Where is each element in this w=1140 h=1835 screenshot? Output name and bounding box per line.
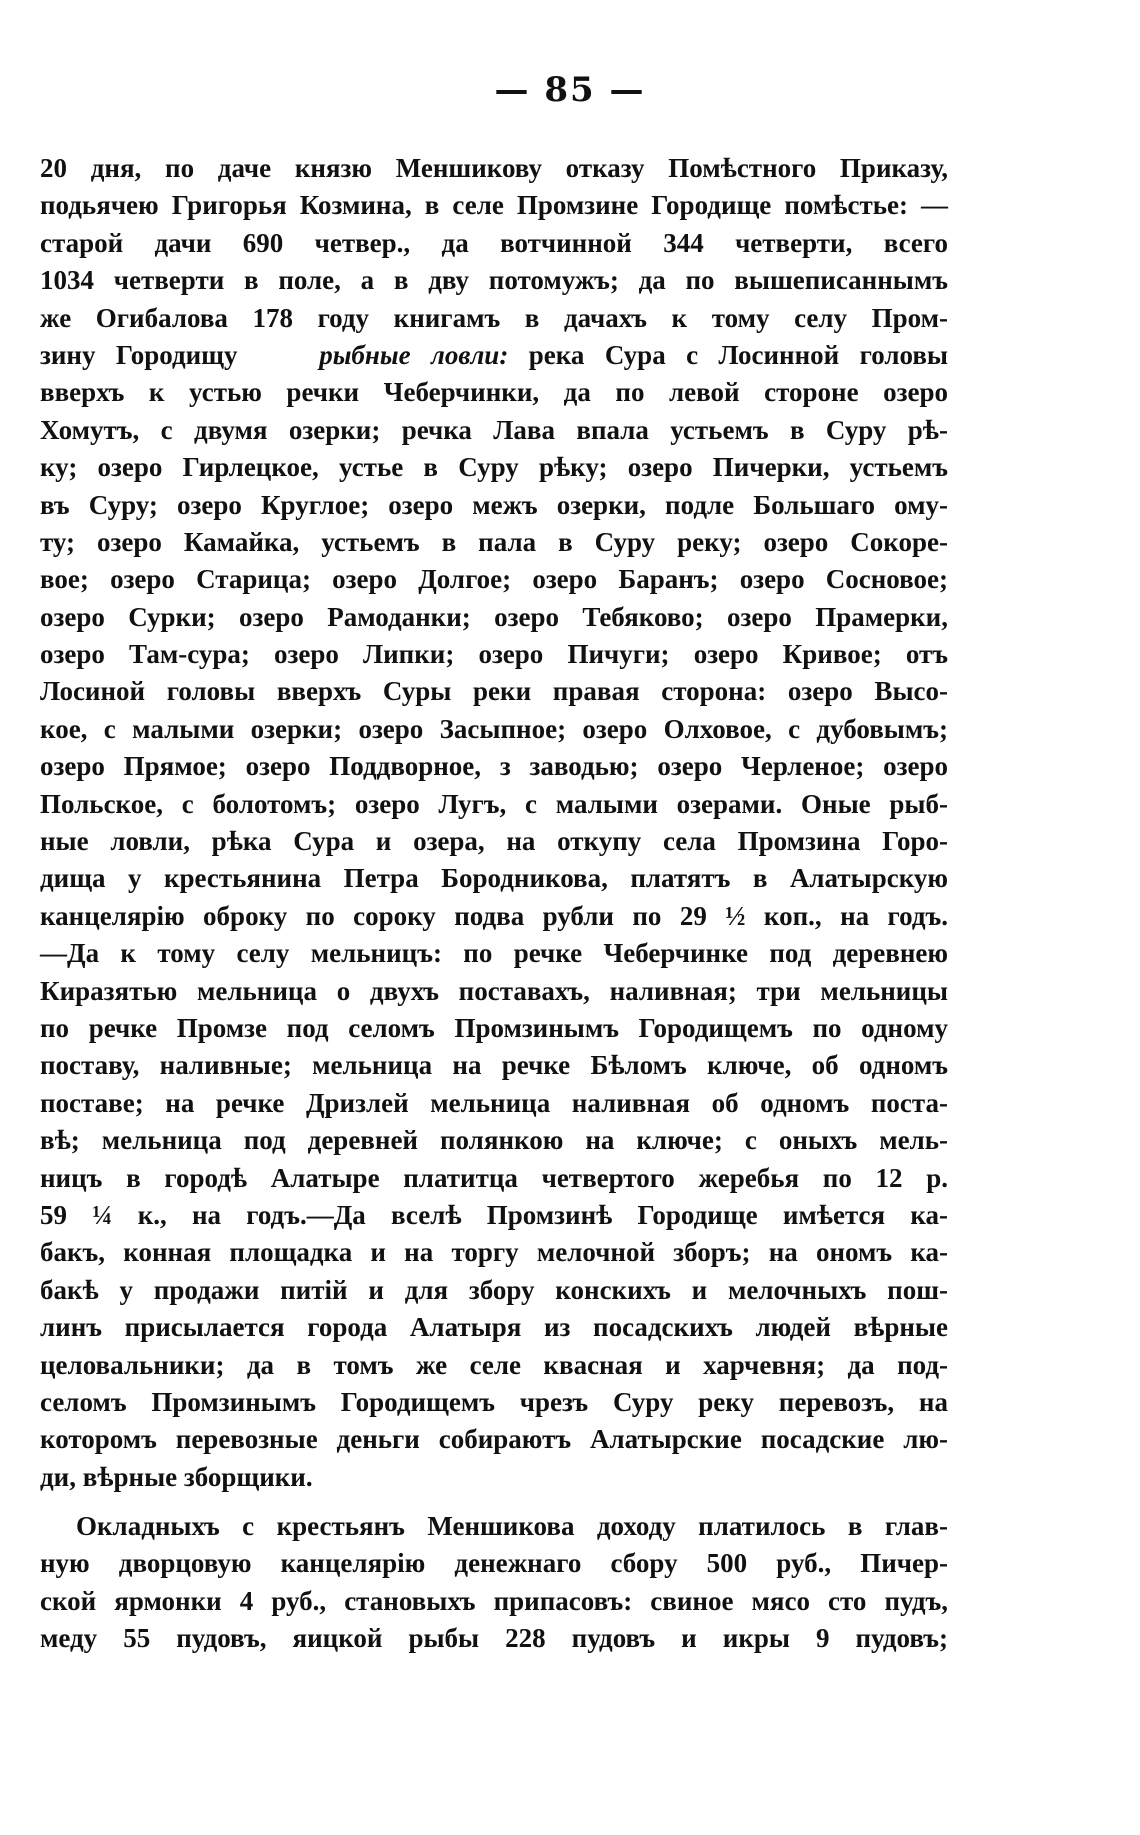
text-line: 20 дня, по даче князю Меншикову отказу Помѣстного Приказу, [40, 153, 948, 183]
text-fragment: река Сура с Лосинной головы [528, 339, 948, 370]
text-line: Польское, с болотомъ; озеро Лугъ, с малыми озерами. Оные рыб- [40, 788, 948, 819]
text-line: вѣ; мельница под деревней полянкою на ключе; с оныхъ мель- [40, 1125, 948, 1156]
text-line: вое; озеро Старица; озеро Долгое; озеро Баранъ; озеро Сосновое; [40, 564, 948, 595]
text-line-with-italic [40, 337, 948, 374]
text-line: поставу, наливные; мельница на речке Бѣломъ ключе, об одномъ [40, 1050, 948, 1081]
text-line: меду 55 пудовъ, яицкой рыбы 228 пудовъ и икры 9 пудовъ; [40, 1623, 948, 1654]
text-line: подьячею Григорья Козмина, в селе Промзине Городище помѣстье: — [40, 190, 948, 221]
text-line: ную дворцовую канцелярію денежнаго сбору 500 руб., Пичер- [40, 1548, 948, 1579]
text-line: селомъ Промзинымъ Городищемъ чрезъ Суру реку перевозъ, на [40, 1386, 948, 1417]
text-line: линъ присылается города Алатыря из посадскихъ людей вѣрные [40, 1312, 948, 1343]
text-line: озеро Сурки; озеро Рамоданки; озеро Тебяково; озеро Прамерки, [40, 601, 948, 632]
text-line: ди, вѣрные зборщики. [40, 1461, 313, 1492]
text-line: ту; озеро Камайка, устьемъ в пала в Суру реку; озеро Сокоре- [40, 526, 948, 557]
text-line: вверхъ к устью речки Чеберчинки, да по левой стороне озеро [40, 377, 948, 408]
text-line: озеро Прямое; озеро Поддворное, з заводью; озеро Черленое; озеро [40, 751, 948, 782]
text-line: ку; озеро Гирлецкое, устье в Суру рѣку; озеро Пичерки, устьемъ [40, 452, 948, 483]
text-line: 59 ¼ к., на годъ.—Да вселѣ Промзинѣ Городище имѣется ка- [40, 1199, 948, 1230]
text-line: дища у крестьянина Петра Бородникова, платятъ в Алатырскую [40, 863, 948, 894]
paragraph-gap [40, 1496, 948, 1508]
text-line: ные ловли, рѣка Сура и озера, на откупу села Промзина Горо- [40, 826, 948, 857]
text-line: Хомутъ, с двумя озерки; речка Лава впала устьемъ в Суру рѣ- [40, 414, 948, 445]
text-line: целовальники; да в томъ же селе квасная и харчевня; да под- [40, 1349, 948, 1380]
text-line: Киразятью мельница о двухъ поставахъ, наливная; три мельницы [40, 975, 948, 1006]
text-line: по речке Промзе под селомъ Промзинымъ Городищемъ по одному [40, 1012, 948, 1043]
text-line: ской ярмонки 4 руб., становыхъ припасовъ: свиное мясо сто пудъ, [40, 1585, 948, 1616]
text-line: —Да к тому селу мельницъ: по речке Чеберчинке под деревнею [40, 938, 948, 969]
text-fragment: зину Городищу [40, 339, 238, 370]
page-number: — 85 — [494, 70, 646, 110]
text-line: канцелярію оброку по сороку подва рубли по 29 ½ коп., на годъ. [40, 900, 948, 931]
text-line: Окладныхъ с крестьянъ Меншикова доходу платилось в глав- [76, 1511, 948, 1542]
text-line: кое, с малыми озерки; озеро Засыпное; озеро Олховое, с дубовымъ; [40, 713, 948, 744]
text-line: ницъ в городѣ Алатыре платитца четвертого жеребья по 12 р. [40, 1162, 948, 1193]
text-line: въ Суру; озеро Круглое; озеро межъ озерки, подле Большаго ому- [40, 489, 948, 520]
italic-phrase: рыбные ловли: [319, 339, 509, 370]
text-line: озеро Там-сура; озеро Липки; озеро Пичуги; озеро Кривое; отъ [40, 639, 948, 670]
text-line: бакъ, конная площадка и на торгу мелочной зборъ; на ономъ ка- [40, 1237, 948, 1268]
text-line: Лосиной головы вверхъ Суры реки правая сторона: озеро Высо- [40, 676, 948, 707]
body-text [40, 150, 948, 1658]
text-line: старой дачи 690 четвер., да вотчинной 344 четверти, всего [40, 227, 948, 258]
text-line: же Огибалова 178 году книгамъ в дачахъ к тому селу Пром- [40, 302, 948, 333]
text-line: поставе; на речке Дризлей мельница наливная об одномъ поста- [40, 1087, 948, 1118]
text-line: которомъ перевозные деньги собираютъ Алатырские посадские лю- [40, 1424, 948, 1455]
text-line: 1034 четверти в поле, а в дву потомужъ; да по вышеписаннымъ [40, 265, 948, 296]
text-line: бакѣ у продажи питій и для збору конскихъ и мелочныхъ пош- [40, 1274, 948, 1305]
